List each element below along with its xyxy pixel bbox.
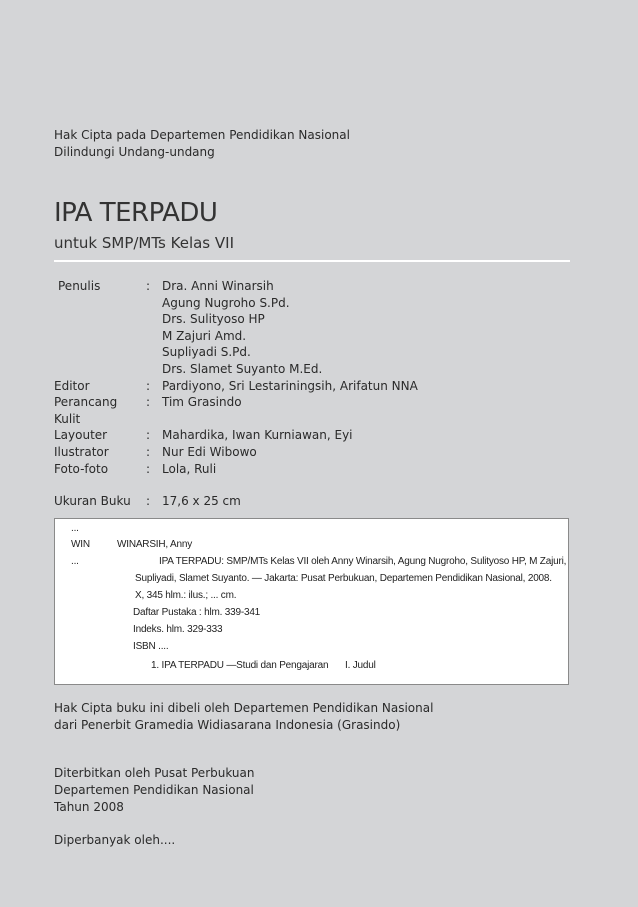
credit-row-size: [54, 493, 418, 510]
publisher-notice: [54, 765, 255, 816]
size-value: 17,6 x 25 cm: [162, 494, 241, 509]
cover-label: Perancang Kulit: [54, 395, 118, 426]
penulis-3: Drs. Sulityoso HP: [162, 312, 265, 327]
colon: :: [146, 378, 151, 393]
catalog-line-4: Supliyadi, Slamet Suyanto. — Jakarta: Pusat Perbukuan, Departemen Pendidikan Nasional, 2008.: [135, 573, 552, 584]
photo-label: Foto-foto: [54, 461, 109, 476]
colon: :: [146, 494, 151, 509]
catalog-line-6: Daftar Pustaka : hlm. 339-341: [133, 607, 261, 618]
colon: :: [146, 395, 151, 410]
reprint-notice: Diperbanyak oleh....: [54, 833, 176, 847]
copyright-line-2: Dilindungi Undang-undang: [54, 145, 215, 159]
credit-row-penulis: [54, 278, 418, 295]
colon: :: [146, 428, 151, 443]
purchase-notice: [54, 700, 433, 734]
credits-block: [54, 278, 418, 510]
penulis-5: Supliyadi S.Pd.: [162, 345, 251, 360]
catalog-line-9: 1. IPA TERPADU —Studi dan Pengajaran: [151, 660, 329, 671]
credit-row-cover: [54, 394, 418, 427]
illustrator-value: Nur Edi Wibowo: [162, 444, 257, 459]
title-divider: [54, 260, 570, 262]
catalog-author: WINARSIH, Anny: [117, 539, 192, 550]
publisher-line-1: Diterbitkan oleh Pusat Perbukuan: [54, 766, 255, 780]
colon: :: [146, 461, 151, 476]
layouter-label: Layouter: [54, 428, 108, 443]
penulis-6: Drs. Slamet Suyanto M.Ed.: [162, 361, 323, 376]
credit-row-layouter: [54, 427, 418, 444]
colon: :: [146, 279, 151, 293]
catalog-line-3b: IPA TERPADU: SMP/MTs Kelas VII oleh Anny Winarsih, Agung Nugroho, Sulityoso HP, M Zajuri,: [159, 556, 567, 567]
publisher-line-3: Tahun 2008: [54, 800, 124, 814]
penulis-4: M Zajuri Amd.: [162, 328, 247, 343]
copyright-line-1: Hak Cipta pada Departemen Pendidikan Nasional: [54, 128, 350, 142]
credit-row-editor: [54, 378, 418, 395]
illustrator-label: Ilustrator: [54, 444, 109, 459]
editor-value: Pardiyono, Sri Lestariningsih, Arifatun NNA: [162, 378, 418, 393]
copyright-notice: [54, 127, 350, 161]
catalog-line-5: X, 345 hlm.: ilus.; ... cm.: [135, 590, 237, 601]
photo-value: Lola, Ruli: [162, 461, 217, 476]
purchase-line-1: Hak Cipta buku ini dibeli oleh Departemen Pendidikan Nasional: [54, 701, 434, 715]
publisher-line-2: Departemen Pendidikan Nasional: [54, 783, 254, 797]
purchase-line-2: dari Penerbit Gramedia Widiasarana Indonesia (Grasindo): [54, 718, 401, 732]
penulis-label: Penulis: [58, 279, 101, 293]
colon: :: [146, 444, 151, 459]
credit-row-illustrator: [54, 444, 418, 461]
catalog-code: WIN: [71, 539, 90, 550]
penulis-2: Agung Nugroho S.Pd.: [162, 295, 290, 310]
layouter-value: Mahardika, Iwan Kurniawan, Eyi: [162, 428, 353, 443]
credit-row-photo: [54, 461, 418, 478]
catalog-box: [54, 518, 569, 685]
catalog-line-9b: I. Judul: [345, 660, 376, 671]
catalog-line-1: ...: [71, 523, 79, 534]
catalog-line-8: ISBN ....: [133, 641, 169, 652]
cover-value: Tim Grasindo: [162, 395, 242, 410]
book-subtitle: untuk SMP/MTs Kelas VII: [54, 234, 234, 252]
book-title: IPA TERPADU: [54, 198, 218, 228]
catalog-line-7: Indeks. hlm. 329-333: [133, 624, 223, 635]
size-label: Ukuran Buku: [54, 494, 131, 509]
catalog-line-3a: ...: [71, 556, 79, 567]
editor-label: Editor: [54, 378, 90, 393]
penulis-1: Dra. Anni Winarsih: [162, 279, 274, 293]
